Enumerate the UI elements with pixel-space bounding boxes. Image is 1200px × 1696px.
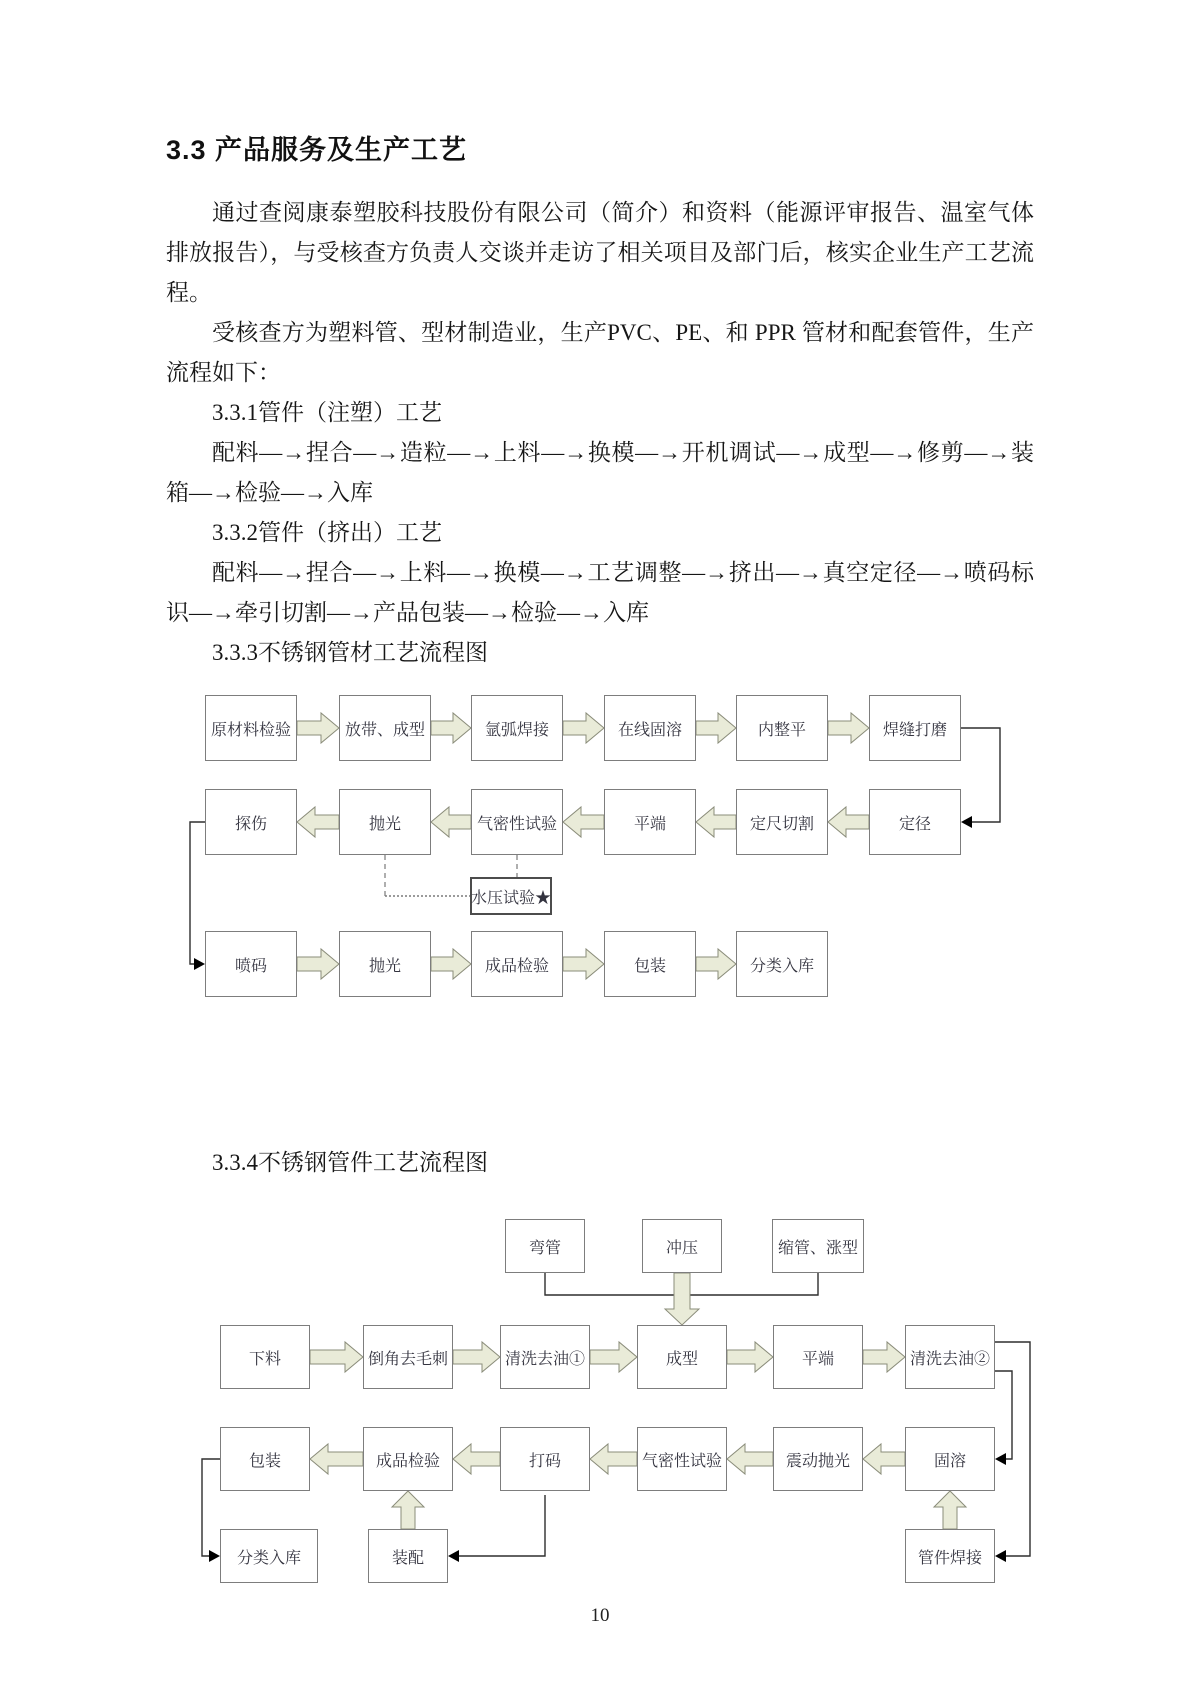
flow-node: 定径 (869, 789, 961, 855)
flow-node: 清洗去油① (500, 1325, 590, 1389)
flow-node: 喷码 (205, 931, 297, 997)
flow-node: 探伤 (205, 789, 297, 855)
block-arrow-right (863, 1342, 905, 1372)
block-arrow-left (590, 1444, 637, 1474)
flow-node: 缩管、涨型 (772, 1219, 864, 1273)
arrowhead (961, 816, 972, 828)
block-arrow-right (297, 713, 339, 743)
flow-node: 包装 (220, 1427, 310, 1491)
block-arrow-left (863, 1444, 905, 1474)
flow-node: 管件焊接 (905, 1529, 995, 1583)
block-arrow-right (310, 1342, 363, 1372)
block-arrow-left (431, 807, 471, 837)
flow-text-332: 配料—→捏合—→上料—→换模—→工艺调整—→挤出—→真空定径—→喷码标识—→牵引切割—→产品包装—→检验—→入库 (166, 560, 1034, 625)
block-arrow-left (727, 1444, 773, 1474)
block-arrow-up (934, 1491, 966, 1529)
flow-node: 成品检验 (363, 1427, 453, 1491)
flow-node: 包装 (604, 931, 696, 997)
arrowhead (194, 958, 205, 970)
block-arrow-right (590, 1342, 637, 1372)
subsection-333-title: 3.3.3不锈钢管材工艺流程图 (212, 640, 488, 665)
block-arrow-right (453, 1342, 500, 1372)
wire-row1-to-row2 (961, 728, 1000, 822)
block-arrow-right (727, 1342, 773, 1372)
flow-node: 在线固溶 (604, 695, 696, 761)
arrowhead (995, 1453, 1006, 1465)
subsection-334-title: 3.3.4不锈钢管件工艺流程图 (212, 1150, 488, 1175)
section-heading: 3.3 产品服务及生产工艺 (166, 135, 468, 165)
block-arrow-left (696, 807, 736, 837)
flow-node: 成品检验 (471, 931, 563, 997)
flow-node: 定尺切割 (736, 789, 828, 855)
flow-node: 打码 (500, 1427, 590, 1491)
block-arrow-left (828, 807, 869, 837)
wire-top-left (545, 1273, 674, 1295)
wire-baozhuang-to-rk (202, 1459, 220, 1556)
block-arrow-left (453, 1444, 500, 1474)
block-arrow-right (696, 949, 736, 979)
wire-top-right (690, 1273, 818, 1295)
block-arrow-down (665, 1273, 699, 1325)
wire-qx2-to-gurong (995, 1371, 1012, 1459)
block-arrow-right (563, 949, 604, 979)
arrowhead (995, 1550, 1006, 1562)
arrowhead (209, 1550, 220, 1562)
block-arrow-right (563, 713, 604, 743)
flow-node: 放带、成型 (339, 695, 431, 761)
flowchart-steel-pipe (166, 683, 1034, 1013)
paragraph-scope: 受核查方为塑料管、型材制造业，生产PVC、PE、和 PPR 管材和配套管件，生产流程如下： (166, 320, 1034, 385)
flow-node: 氩弧焊接 (471, 695, 563, 761)
flow-node: 成型 (637, 1325, 727, 1389)
flow-node: 平端 (773, 1325, 863, 1389)
block-arrow-right (696, 713, 736, 743)
paragraph-intro: 通过查阅康泰塑胶科技股份有限公司（简介）和资料（能源评审报告、温室气体排放报告），与受核查方负责人交谈并走访了相关项目及部门后，核实企业生产工艺流程。 (166, 200, 1034, 305)
flow-node: 弯管 (505, 1219, 585, 1273)
flow-node: 气密性试验 (637, 1427, 727, 1491)
flow-node: 分类入库 (220, 1529, 318, 1583)
flow-node: 倒角去毛刺 (363, 1325, 453, 1389)
arrowhead (448, 1550, 459, 1562)
flow-node: 清洗去油② (905, 1325, 995, 1389)
page-number: 10 (590, 1605, 610, 1626)
flow-node: 固溶 (905, 1427, 995, 1491)
flow-node: 分类入库 (736, 931, 828, 997)
flow-node: 震动抛光 (773, 1427, 863, 1491)
flow-node: 抛光 (339, 789, 431, 855)
flow-node: 气密性试验 (471, 789, 563, 855)
subsection-332-title: 3.3.2管件（挤出）工艺 (212, 520, 442, 545)
flow-node: 平端 (604, 789, 696, 855)
flow-node: 抛光 (339, 931, 431, 997)
block-arrow-right (297, 949, 339, 979)
flow-node: 内整平 (736, 695, 828, 761)
flow-text-331: 配料—→捏合—→造粒—→上料—→换模—→开机调试—→成型—→修剪—→装箱—→检验—→入库 (166, 440, 1035, 505)
flow-node: 装配 (368, 1529, 448, 1583)
block-arrow-left (297, 807, 339, 837)
wire-dama-to-zhuangpei (459, 1495, 545, 1556)
block-arrow-left (563, 807, 604, 837)
flow-node-hydro-test: 水压试验★ (470, 877, 552, 915)
block-arrow-right (431, 713, 471, 743)
block-arrow-up (392, 1491, 424, 1529)
wire-row2-to-row3 (190, 822, 205, 964)
subsection-331-title: 3.3.1管件（注塑）工艺 (212, 400, 442, 425)
block-arrow-right (828, 713, 869, 743)
block-arrow-left (310, 1444, 363, 1474)
flow-node: 焊缝打磨 (869, 695, 961, 761)
flow-node: 原材料检验 (205, 695, 297, 761)
flow-node: 下料 (220, 1325, 310, 1389)
flowchart-steel-fitting (166, 1211, 1034, 1591)
flow-node: 冲压 (642, 1219, 722, 1273)
block-arrow-right (431, 949, 471, 979)
